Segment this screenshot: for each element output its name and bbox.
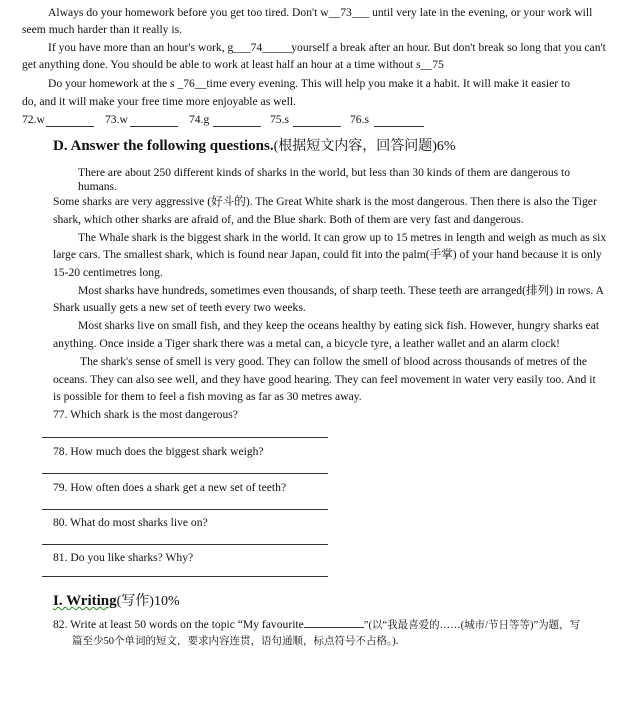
section-d-heading [53,137,456,156]
passage-d-line: large cars. The smallest shark, which is found near Japan, could fit into the palm(手掌) of your hand because it is only [53,248,602,261]
passage-d-line: Most sharks have hundreds, sometimes even thousands, of sharp teeth. These teeth are arranged(排列) in rows. A [78,284,604,297]
blank-72-line[interactable] [46,126,94,127]
favourite-blank[interactable] [304,617,364,628]
question-81: 81. Do you like sharks? Why? [53,551,194,564]
passage-d-line: anything. Once inside a Tiger shark there was a metal can, a bicycle tyre, a leather wallet and an alarm clock! [53,337,561,350]
writing-prompt-line2: 篇至少50个单词的短文，要求内容连贯，语句通顺，标点符号不占格。). [72,636,399,647]
answer-line-81[interactable] [42,576,328,577]
passage-d-line: The shark's sense of smell is very good. They can follow the smell of blood across thousands of metres of the [80,355,588,368]
passage-d-line: Shark usually gets a new set of teeth every two weeks. [53,301,306,314]
blank-76-line[interactable] [374,126,424,127]
answer-line-80[interactable] [42,544,328,545]
blank-75: 75.s [270,113,290,126]
blank-72: 72.w [22,113,45,126]
blank-74-line[interactable] [213,126,261,127]
passage-d-line: oceans. They can also see well, and they have good hearing. They can feel movement in water very easily too. And it [53,373,596,386]
passage-c-line: do, and it will make your free time more enjoyable as well. [22,95,296,108]
section-d-heading-en: D. Answer the following questions. [53,138,274,154]
question-77: 77. Which shark is the most dangerous? [53,408,238,421]
section-i-heading [53,592,180,611]
passage-c-line: If you have more than an hour's work, g___74_____yourself a break after an hour. But don't break so long that you can't [48,41,606,54]
blank-75-line[interactable] [293,126,341,127]
answer-line-78[interactable] [42,473,328,474]
passage-c-line: seem much harder than it really is. [22,23,183,36]
passage-d-line: The Whale shark is the biggest shark in the world. It can grow up to 15 metres in length and weigh as much as six [78,231,607,244]
question-78: 78. How much does the biggest shark weigh? [53,445,264,458]
passage-c-line: Do your homework at the s _76__time every evening. This will help you make it a habit. It will make it easier to [48,77,571,90]
blank-73: 73.w [105,113,128,126]
passage-d-line: shark, which other sharks are afraid of, and the Blue shark. Both of them are very fast and dangerous. [53,213,524,226]
blank-74: 74.g [189,113,210,126]
section-i-heading-en: I. Writing [53,593,117,609]
question-79: 79. How often does a shark get a new set of teeth? [53,481,287,494]
passage-c-line: get anything done. You should be able to work at least half an hour at a time without s__75 [22,58,444,71]
passage-d-line: humans. [78,180,117,193]
question-80: 80. What do most sharks live on? [53,516,208,529]
passage-d-line: Some sharks are very aggressive (好斗的). The Great White shark is the most dangerous. Then there is also the Tiger [53,195,597,208]
answer-line-79[interactable] [42,509,328,510]
writing-prompt-line1 [53,617,580,633]
blank-76: 76.s [350,113,370,126]
answer-line-77[interactable] [42,437,328,438]
section-d-heading-cn: (根据短文内容，回答问题)6% [273,139,456,154]
passage-d-line: Most sharks live on small fish, and they keep the oceans healthy by eating sick fish. However, hungry sharks eat [78,319,600,332]
passage-d-line: 15-20 centimetres long. [53,266,163,279]
passage-d-line: There are about 250 different kinds of sharks in the world, but less than 30 kinds of them are dangerous to [78,166,571,179]
blank-73-line[interactable] [130,126,178,127]
passage-d-line: is possible for them to feel a fish moving as far as 30 metres away. [53,390,362,403]
writing-prompt-en: 82. Write at least 50 words on the topic “My favourite [53,618,304,631]
section-i-heading-cn: (写作)10% [116,594,180,609]
passage-c-line: Always do your homework before you get too tired. Don't w__73___ until very late in the evening, or your work will [48,6,593,19]
writing-prompt-cn: ”(以“我最喜爱的……(城市/节日等等)”为题，写 [363,620,581,631]
